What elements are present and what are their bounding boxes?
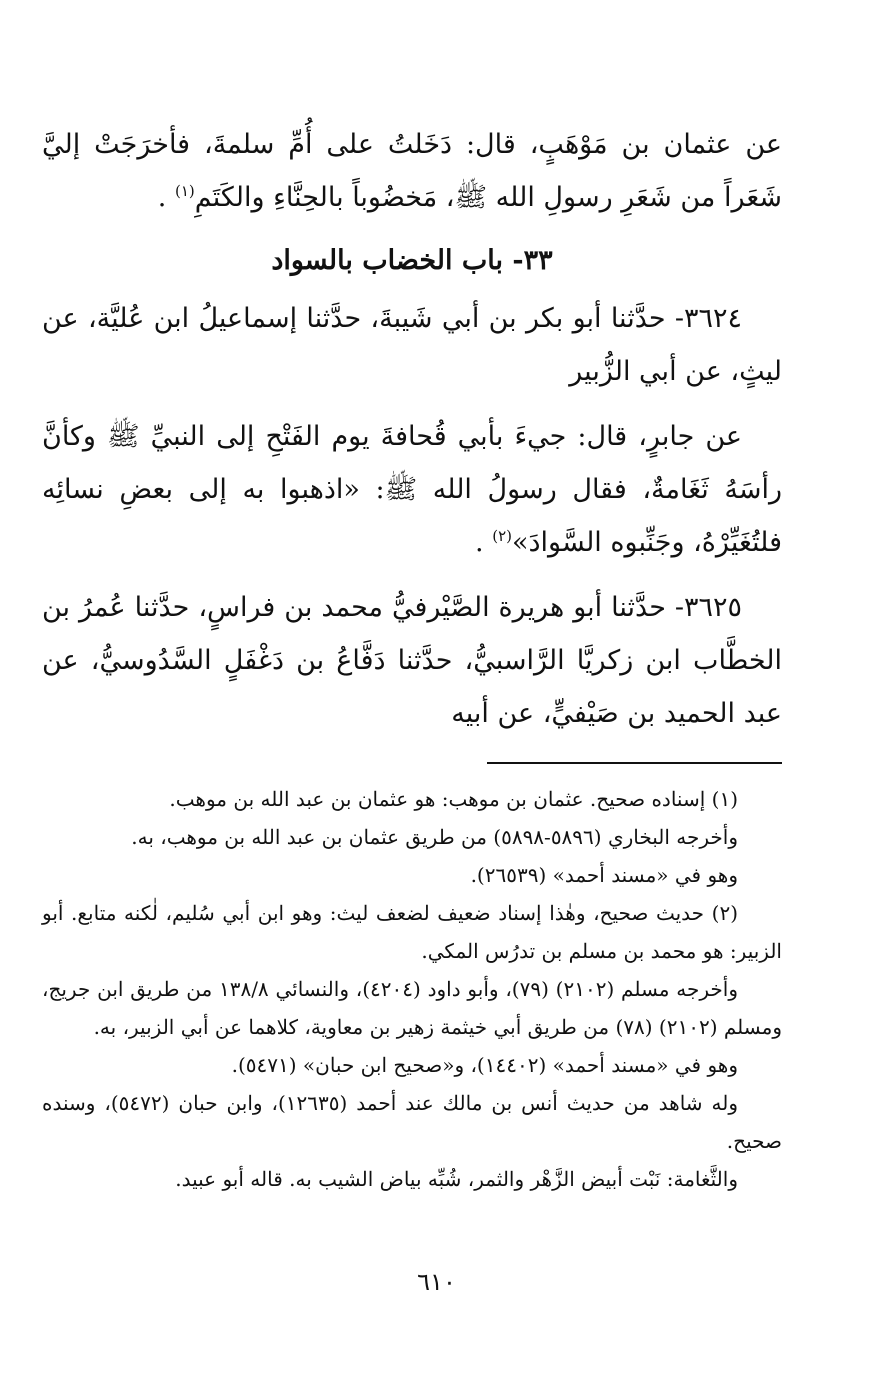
page-number: ٦١٠ <box>417 1268 456 1296</box>
footnote-line: (١) إسناده صحيح. عثمان بن موهب: هو عثمان بن عبد الله بن موهب. <box>169 787 738 811</box>
hadith-3624-isnad: ٣٦٢٤- حدَّثنا أبو بكر بن أبي شَيبةَ، حدَّثنا إسماعيلُ ابن عُليَّة، عن ليثٍ، عن أبي الزُّبير <box>42 303 782 387</box>
footnote-divider <box>487 762 782 764</box>
footnote-line: وأخرجه مسلم (٢١٠٢) (٧٩)، وأبو داود (٤٢٠٤)، والنسائي ١٣٨/٨ من طريق ابن جريج، ومسلم (٢١٠٢) (٧٨) من طريق أبي خيثمة زهير بن معاوية، كلاهما عن أبي الزبير، به. <box>42 977 782 1039</box>
hadith-3624-end: . <box>475 527 484 558</box>
footnote-line: وله شاهد من حديث أنس بن مالك عند أحمد (١٢٦٣٥)، وابن حبان (٥٤٧٢)، وسنده صحيح. <box>42 1091 782 1153</box>
paragraph-1-end: . <box>157 182 167 213</box>
hadith-3624-matn <box>42 410 782 569</box>
footnote-line: (٢) حديث صحيح، وهٰذا إسناد ضعيف لضعف ليث: وهو ابن أبي سُليم، لٰكنه متابع. أبو الزبير: هو محمد بن مسلم بن تدرُس المكي. <box>42 901 782 963</box>
footnote-marker-2: (٢) <box>492 527 512 545</box>
footnote-marker-1: (١) <box>174 182 195 200</box>
paragraph-1-text: عن عثمان بن مَوْهَبٍ، قال: دَخَلتُ على أُمِّ سلمةَ، فأخرَجَتْ إليَّ شَعَراً من شَعَرِ رسولِ الله ﷺ، مَخضُوباً بالحِنَّاءِ والكَتَمِ <box>42 129 782 213</box>
footnote-line: وأخرجه البخاري (٥٨٩٦-٥٨٩٨) من طريق عثمان بن عبد الله بن موهب، به. <box>131 825 738 849</box>
footnote-line: وهو في «مسند أحمد» (١٤٤٠٢)، و«صحيح ابن حبان» (٥٤٧١). <box>231 1053 738 1077</box>
footnote-line: وهو في «مسند أحمد» (٢٦٥٣٩). <box>470 863 738 887</box>
chapter-heading: ٣٣- باب الخضاب بالسواد <box>271 245 553 276</box>
footnotes <box>42 780 782 1198</box>
hadith-3624-matn-text: عن جابرٍ، قال: جيءَ بأبي قُحافةَ يوم الفَتْحِ إلى النبيِّ ﷺ وكأنَّ رأسَهُ ثَغَامةٌ، فقال رسولُ الله ﷺ: «اذهبوا به إلى بعضِ نسائِه فلتُغَيِّرْهُ، وجَنِّبوه السَّوادَ» <box>42 421 782 558</box>
hadith-3625-isnad: ٣٦٢٥- حدَّثنا أبو هريرة الصَّيْرفيُّ محمد بن فراسٍ، حدَّثنا عُمرُ بن الخطَّاب ابن زكريَّا الرَّاسبيُّ، حدَّثنا دَفَّاعُ بن دَغْفَلٍ السَّدُوسيُّ، عن عبد الحميد بن صَيْفيٍّ، عن أبيه <box>42 592 782 729</box>
paragraph-continuation <box>42 118 782 224</box>
book-page <box>42 110 782 1320</box>
footnote-line: والثَّغامة: نَبْت أبيض الزَّهْر والثمر، شُبِّه بياض الشيب به. قاله أبو عبيد. <box>175 1167 738 1191</box>
